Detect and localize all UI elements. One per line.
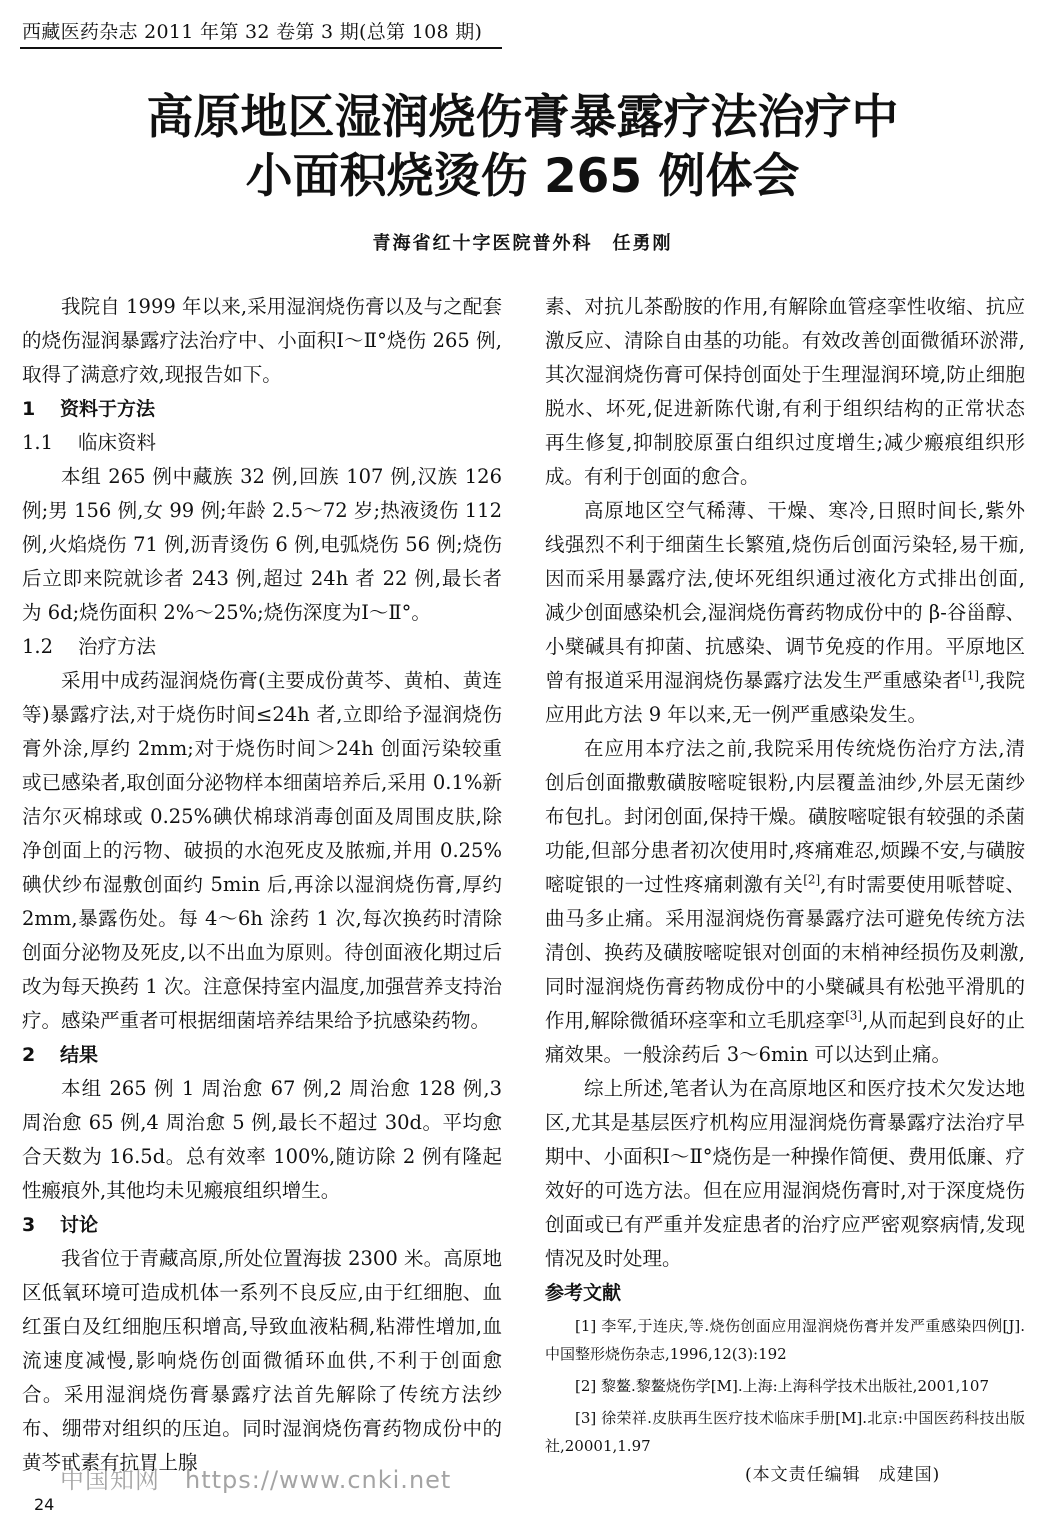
section-2-number: 2	[22, 1044, 36, 1066]
page-number: 24	[34, 1495, 55, 1514]
section-1-1-paragraph: 本组 265 例中藏族 32 例,回族 107 例,汉族 126 例;男 156 例,女 99 例;年龄 2.5～72 岁;热液烫伤 112 例,火焰烧伤 71 例,沥青烫伤 6 例,电弧烧伤 56 例;烧伤后立即来院就诊者 243 例,超过 24h 者 22 例,最长者为 6d;烧伤面积 2%～25%;烧伤深度为Ⅰ～Ⅱ°。	[22, 465, 502, 624]
altitude-paragraph-text: 高原地区空气稀薄、干燥、寒冷,日照时间长,紫外线强烈不利于细菌生长繁殖,烧伤后创面污染轻,易干痂,因而采用暴露疗法,使坏死组织通过液化方式排出创面,减少创面感染机会,湿润烧伤膏药物成份中的 β-谷甾醇、小檗碱具有抑菌、抗感染、调节免疫的作用。平原地区曾有报道采用湿润烧伤暴露疗法发生严重感染者	[545, 499, 1025, 692]
references-heading: 参考文献	[545, 1282, 622, 1304]
altitude-paragraph-end: ,我院应用此方法 9 年以来,无一例严重感染发生。	[545, 669, 1025, 726]
citation-2: [2]	[803, 872, 821, 887]
reference-item: [1] 李军,于连庆,等.烧伤创面应用湿润烧伤膏并发严重感染四例[J].中国整形烧伤杂志,1996,12(3):192	[545, 1317, 1025, 1363]
section-3-heading	[22, 1208, 502, 1242]
section-1-2-heading	[22, 630, 502, 664]
section-1-heading	[22, 392, 502, 426]
cnki-watermark: 中国知网 https://www.cnki.net	[60, 1466, 452, 1494]
comparison-paragraph-mid: ,有时需要使用哌替啶、曲马多止痛。采用湿润烧伤膏暴露疗法可避免传统方法清创、换药及磺胺嘧啶银对创面的末梢神经损伤及刺激,同时湿润烧伤膏药物成份中的小檗碱具有松弛平滑肌的作用,解除微循环痉挛和立毛肌痉挛	[545, 873, 1025, 1032]
discussion-continued-paragraph: 素、对抗儿茶酚胺的作用,有解除血管痉挛性收缩、抗应激反应、清除自由基的功能。有效改善创面微循环淤滞,其次湿润烧伤膏可保持创面处于生理湿润环境,防止细胞脱水、坏死,促进新陈代谢,有利于组织结构的正常状态再生修复,抑制胶原蛋白组织过度增生;减少瘢痕组织形成。有利于创面的愈合。	[545, 295, 1025, 488]
section-2-title: 结果	[60, 1044, 99, 1066]
article-title-line-1: 高原地区湿润烧伤膏暴露疗法治疗中	[146, 90, 899, 145]
intro-paragraph: 我院自 1999 年以来,采用湿润烧伤膏以及与之配套的烧伤湿润暴露疗法治疗中、小面积Ⅰ～Ⅱ°烧伤 265 例,取得了满意疗效,现报告如下。	[22, 295, 502, 386]
reference-item: [3] 徐荣祥.皮肤再生医疗技术临床手册[M].北京:中国医药科技出版社,20001,1.97	[545, 1409, 1025, 1455]
citation-3: [3]	[845, 1008, 863, 1023]
section-1-1-number: 1.1	[22, 431, 54, 454]
section-2-paragraph: 本组 265 例 1 周治愈 67 例,2 周治愈 128 例,3 周治愈 65 例,4 周治愈 5 例,最长不超过 30d。平均愈合天数为 16.5d。总有效率 100%,随访除 2 例有隆起性瘢痕外,其他均未见瘢痕组织增生。	[22, 1077, 502, 1202]
citation-1: [1]	[962, 668, 980, 683]
responsible-editor: (本文责任编辑 成建国)	[745, 1465, 941, 1485]
section-1-2-paragraph: 采用中成药湿润烧伤膏(主要成份黄芩、黄柏、黄连等)暴露疗法,对于烧伤时间≤24h 者,立即给予湿润烧伤膏外涂,厚约 2mm;对于烧伤时间＞24h 创面污染较重或已感染者,取创面分泌物样本细菌培养后,采用 0.1%新洁尔灭棉球或 0.25%碘伏棉球消毒创面及周围皮肤,除净创面上的污物、破损的水泡死皮及脓痂,并用 0.25%碘伏纱布湿敷创面约 5min 后,再涂以湿润烧伤膏,厚约 2mm,暴露伤处。每 4～6h 涂药 1 次,每次换药时清除创面分泌物及死皮,以不出血为原则。待创面液化期过后改为每天换药 1 次。注意保持室内温度,加强营养支持治疗。感染严重者可根据细菌培养结果给予抗感染药物。	[22, 669, 502, 1032]
left-column	[22, 290, 502, 1480]
section-3-number: 3	[22, 1214, 36, 1236]
comparison-paragraph-end: ,从而起到良好的止痛效果。一般涂药后 3～6min 可以达到止痛。	[545, 1009, 1026, 1066]
reference-item: [2] 黎鳌.黎鳌烧伤学[M].上海:上海科学技术出版社,2001,107	[575, 1377, 990, 1395]
section-1-title: 资料于方法	[60, 398, 156, 420]
comparison-paragraph	[545, 732, 1025, 1072]
section-1-1-title: 临床资料	[78, 431, 157, 454]
section-1-1-heading	[22, 426, 502, 460]
section-1-2-number: 1.2	[22, 635, 54, 658]
section-2-heading	[22, 1038, 502, 1072]
section-3-paragraph: 我省位于青藏高原,所处位置海拔 2300 米。高原地区低氧环境可造成机体一系列不良反应,由于红细胞、血红蛋白及红细胞压积增高,导致血液粘稠,粘滞性增加,血流速度减慢,影响烧伤创面微循环血供,不利于创面愈合。采用湿润烧伤膏暴露疗法首先解除了传统方法纱布、绷带对组织的压迫。同时湿润烧伤膏药物成份中的黄芩甙素有抗胃上腺	[22, 1247, 502, 1474]
conclusion-paragraph: 综上所述,笔者认为在高原地区和医疗技术欠发达地区,尤其是基层医疗机构应用湿润烧伤膏暴露疗法治疗早期中、小面积Ⅰ～Ⅱ°烧伤是一种操作简便、费用低廉、疗效好的可选方法。但在应用湿润烧伤膏时,对于深度烧伤创面或已有严重并发症患者的治疗应严密观察病情,发现情况及时处理。	[545, 1077, 1025, 1270]
section-1-2-title: 治疗方法	[78, 635, 157, 658]
right-column	[545, 290, 1025, 1464]
section-1-number: 1	[22, 398, 36, 420]
altitude-paragraph	[545, 494, 1025, 732]
article-title-line-2: 小面积烧烫伤 265 例体会	[245, 149, 800, 204]
header-rule	[20, 47, 502, 49]
author-byline: 青海省红十字医院普外科 任勇刚	[372, 233, 673, 254]
journal-header: 西藏医药杂志 2011 年第 32 卷第 3 期(总第 108 期)	[22, 21, 483, 43]
section-3-title: 讨论	[60, 1214, 99, 1236]
comparison-paragraph-text: 在应用本疗法之前,我院采用传统烧伤治疗方法,清创后创面撒敷磺胺嘧啶银粉,内层覆盖油纱,外层无菌纱布包扎。封闭创面,保持干燥。磺胺嘧啶银有较强的杀菌功能,但部分患者初次使用时,疼痛难忍,烦躁不安,与磺胺嘧啶银的一过性疼痛刺激有关	[545, 737, 1025, 896]
